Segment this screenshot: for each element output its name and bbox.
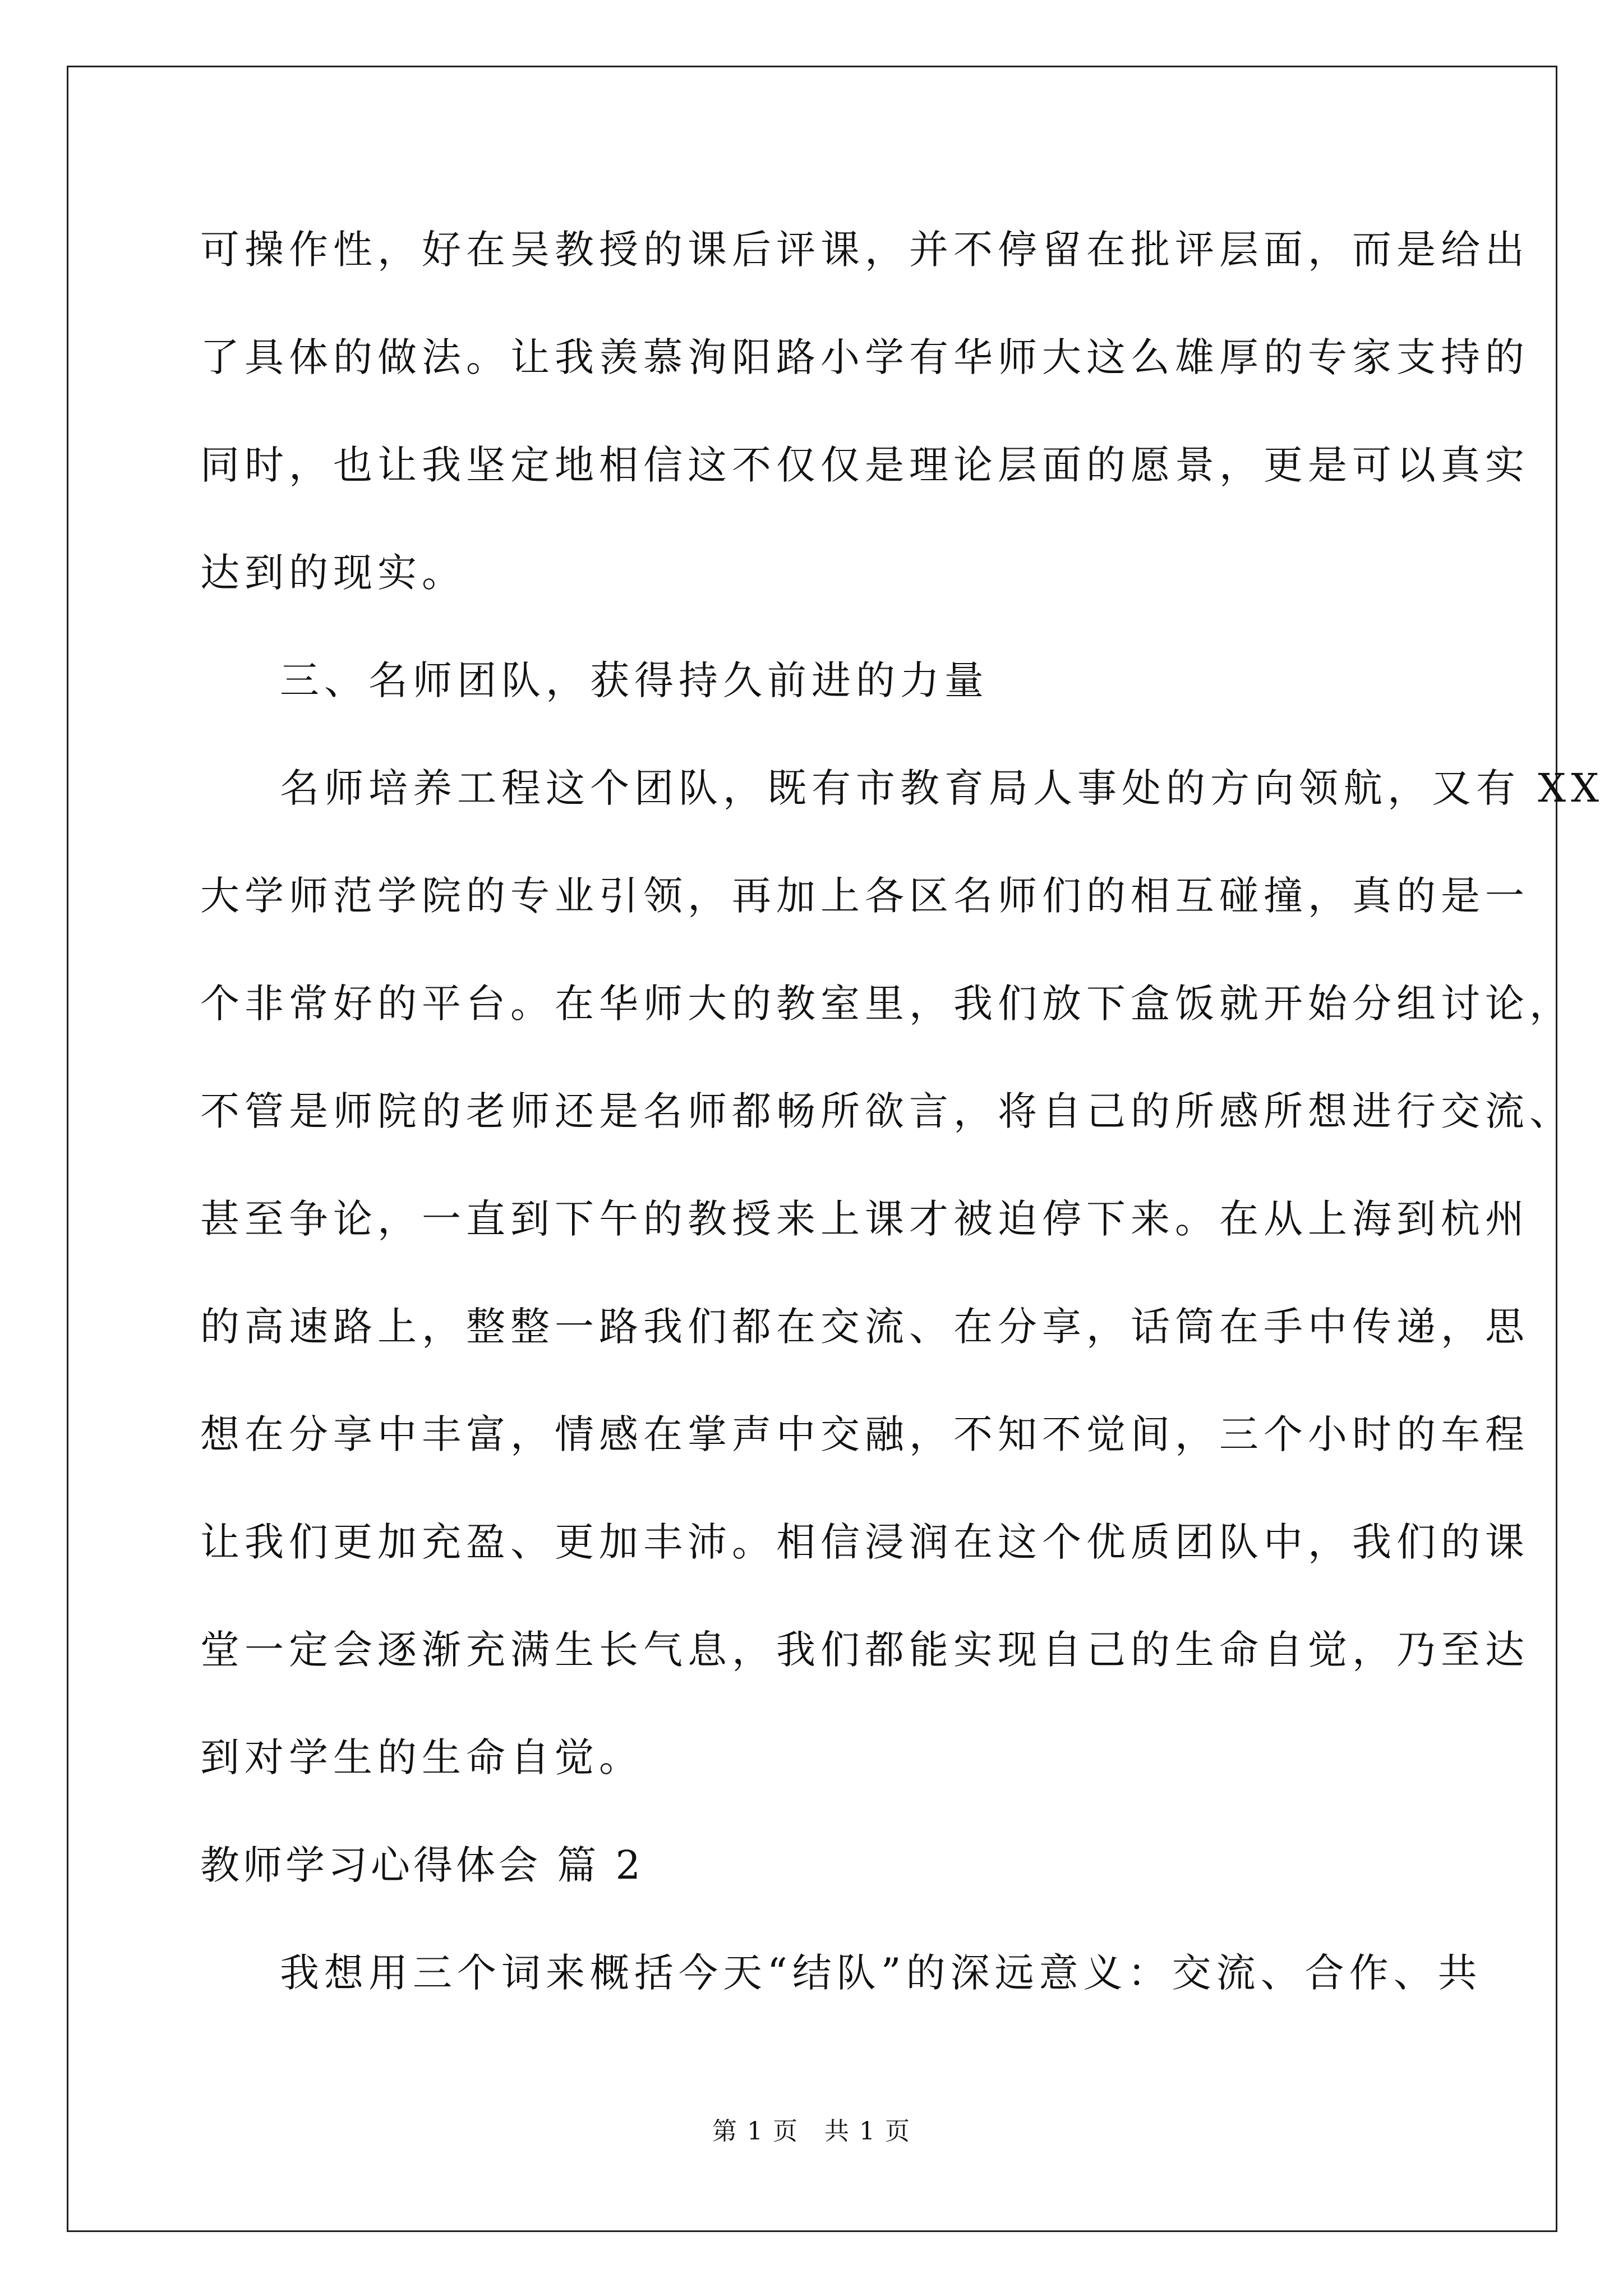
body-line: 的高速路上，整整一路我们都在交流、在分享，话筒在手中传递，思 — [200, 1304, 1529, 1350]
body-line: 个非常好的平台。在华师大的教室里，我们放下盒饭就开始分组讨论， — [200, 981, 1574, 1027]
body-line: 同时，也让我坚定地相信这不仅仅是理论层面的愿景，更是可以真实 — [200, 442, 1529, 488]
body-line: 不管是师院的老师还是名师都畅所欲言，将自己的所感所想进行交流、 — [200, 1088, 1574, 1134]
body-line: 了具体的做法。让我羡慕洵阳路小学有华师大这么雄厚的专家支持的 — [200, 334, 1529, 380]
body-line: 让我们更加充盈、更加丰沛。相信浸润在这个优质团队中，我们的课 — [200, 1519, 1529, 1565]
article-heading: 教师学习心得体会 篇 2 — [200, 1842, 644, 1888]
body-line: 可操作性，好在吴教授的课后评课，并不停留在批评层面，而是给出 — [200, 227, 1529, 273]
body-line: 甚至争论，一直到下午的教授来上课才被迫停下来。在从上海到杭州 — [200, 1196, 1529, 1242]
body-line: 大学师范学院的专业引领，再加上各区名师们的相互碰撞，真的是一 — [200, 873, 1529, 919]
body-line: 堂一定会逐渐充满生长气息，我们都能实现自己的生命自觉，乃至达 — [200, 1627, 1529, 1673]
body-line: 想在分享中丰富，情感在掌声中交融，不知不觉间，三个小时的车程 — [200, 1411, 1529, 1457]
body-line: 我想用三个词来概括今天“结队”的深远意义：交流、合作、共 — [280, 1950, 1482, 1996]
body-line: 达到的现实。 — [200, 550, 466, 596]
section-heading: 三、名师团队，获得持久前进的力量 — [280, 657, 989, 703]
page-footer: 第 1 页 共 1 页 — [712, 2117, 911, 2146]
page-border — [67, 66, 1557, 2232]
body-line: 到对学生的生命自觉。 — [200, 1734, 643, 1780]
body-line: 名师培养工程这个团队，既有市教育局人事处的方向领航，又有 XX — [280, 765, 1604, 811]
